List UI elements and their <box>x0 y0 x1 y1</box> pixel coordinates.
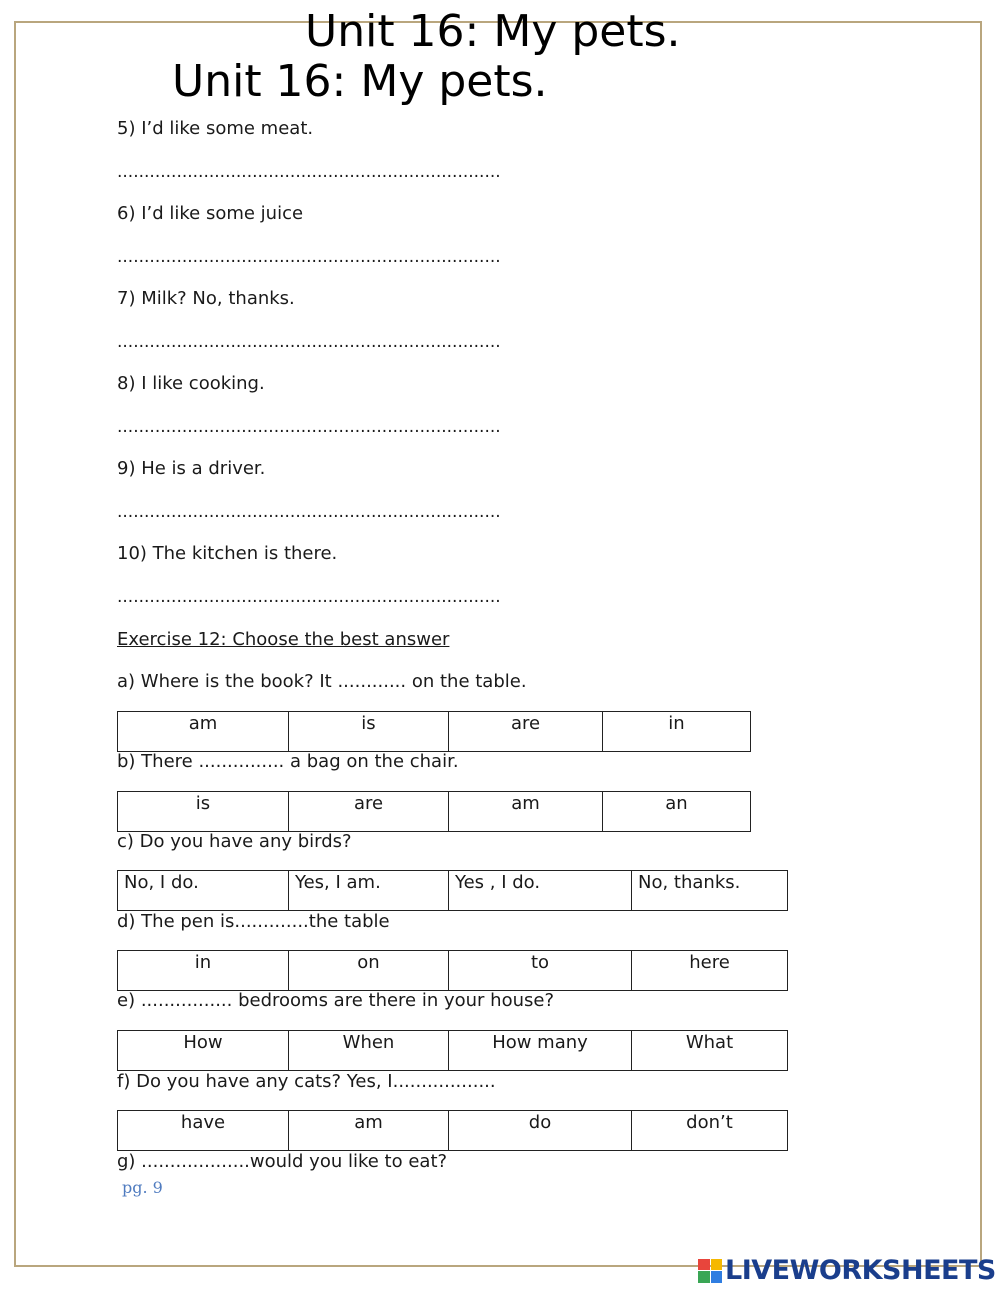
option-a-3[interactable]: are <box>449 712 603 752</box>
logo-block-green <box>698 1271 710 1283</box>
option-e-1[interactable]: How <box>118 1031 289 1071</box>
page-title-duplicate: Unit 16: My pets. <box>172 56 548 107</box>
logo-block-blue <box>711 1271 723 1283</box>
exercise-12-heading: Exercise 12: Choose the best answer <box>117 629 450 650</box>
liveworksheets-logo[interactable] <box>698 1255 996 1286</box>
option-b-3[interactable]: am <box>449 792 603 832</box>
option-c-4[interactable]: No, thanks. <box>632 871 788 911</box>
option-d-2[interactable]: on <box>289 951 449 991</box>
option-c-2[interactable]: Yes, I am. <box>289 871 449 911</box>
exercise-question-e: e) ................ bedrooms are there in your house? <box>117 990 555 1011</box>
answer-line-10[interactable]: ....................................................................... <box>117 587 501 607</box>
answer-line-5[interactable]: ....................................................................... <box>117 162 501 182</box>
exercise-question-f: f) Do you have any cats? Yes, I.................. <box>117 1071 496 1092</box>
exercise-question-b: b) There ............... a bag on the chair. <box>117 751 459 772</box>
option-c-3[interactable]: Yes , I do. <box>449 871 632 911</box>
question-5: 5) I’d like some meat. <box>117 118 314 139</box>
question-9: 9) He is a driver. <box>117 458 266 479</box>
logo-block-yellow <box>711 1259 723 1271</box>
option-d-4[interactable]: here <box>632 951 788 991</box>
exercise-question-a: a) Where is the book? It ............ on the table. <box>117 671 527 692</box>
option-a-4[interactable]: in <box>603 712 751 752</box>
answer-line-6[interactable]: ....................................................................... <box>117 247 501 267</box>
page-number: pg. 9 <box>122 1178 163 1197</box>
option-f-3[interactable]: do <box>449 1111 632 1151</box>
exercise-question-g: g) ...................would you like to eat? <box>117 1151 448 1172</box>
logo-text: LIVEWORKSHEETS <box>725 1255 996 1286</box>
options-table-e <box>117 1030 788 1071</box>
answer-line-7[interactable]: ....................................................................... <box>117 332 501 352</box>
option-b-2[interactable]: are <box>289 792 449 832</box>
answer-line-9[interactable]: ....................................................................... <box>117 502 501 522</box>
option-d-3[interactable]: to <box>449 951 632 991</box>
question-10: 10) The kitchen is there. <box>117 543 338 564</box>
question-7: 7) Milk? No, thanks. <box>117 288 295 309</box>
option-a-2[interactable]: is <box>289 712 449 752</box>
question-6: 6) I’d like some juice <box>117 203 304 224</box>
options-table-b <box>117 791 751 832</box>
option-d-1[interactable]: in <box>118 951 289 991</box>
option-b-1[interactable]: is <box>118 792 289 832</box>
option-e-2[interactable]: When <box>289 1031 449 1071</box>
option-e-4[interactable]: What <box>632 1031 788 1071</box>
options-table-d <box>117 950 788 991</box>
logo-block-red <box>698 1259 710 1271</box>
options-table-a <box>117 711 751 752</box>
option-f-2[interactable]: am <box>289 1111 449 1151</box>
page-title: Unit 16: My pets. <box>305 6 681 57</box>
question-8: 8) I like cooking. <box>117 373 265 394</box>
exercise-question-d: d) The pen is.............the table <box>117 911 390 932</box>
exercise-question-c: c) Do you have any birds? <box>117 831 352 852</box>
options-table-f <box>117 1110 788 1151</box>
option-a-1[interactable]: am <box>118 712 289 752</box>
option-b-4[interactable]: an <box>603 792 751 832</box>
options-table-c <box>117 870 788 911</box>
logo-blocks-icon <box>698 1259 722 1283</box>
option-f-4[interactable]: don’t <box>632 1111 788 1151</box>
answer-line-8[interactable]: ....................................................................... <box>117 417 501 437</box>
option-e-3[interactable]: How many <box>449 1031 632 1071</box>
option-c-1[interactable]: No, I do. <box>118 871 289 911</box>
option-f-1[interactable]: have <box>118 1111 289 1151</box>
